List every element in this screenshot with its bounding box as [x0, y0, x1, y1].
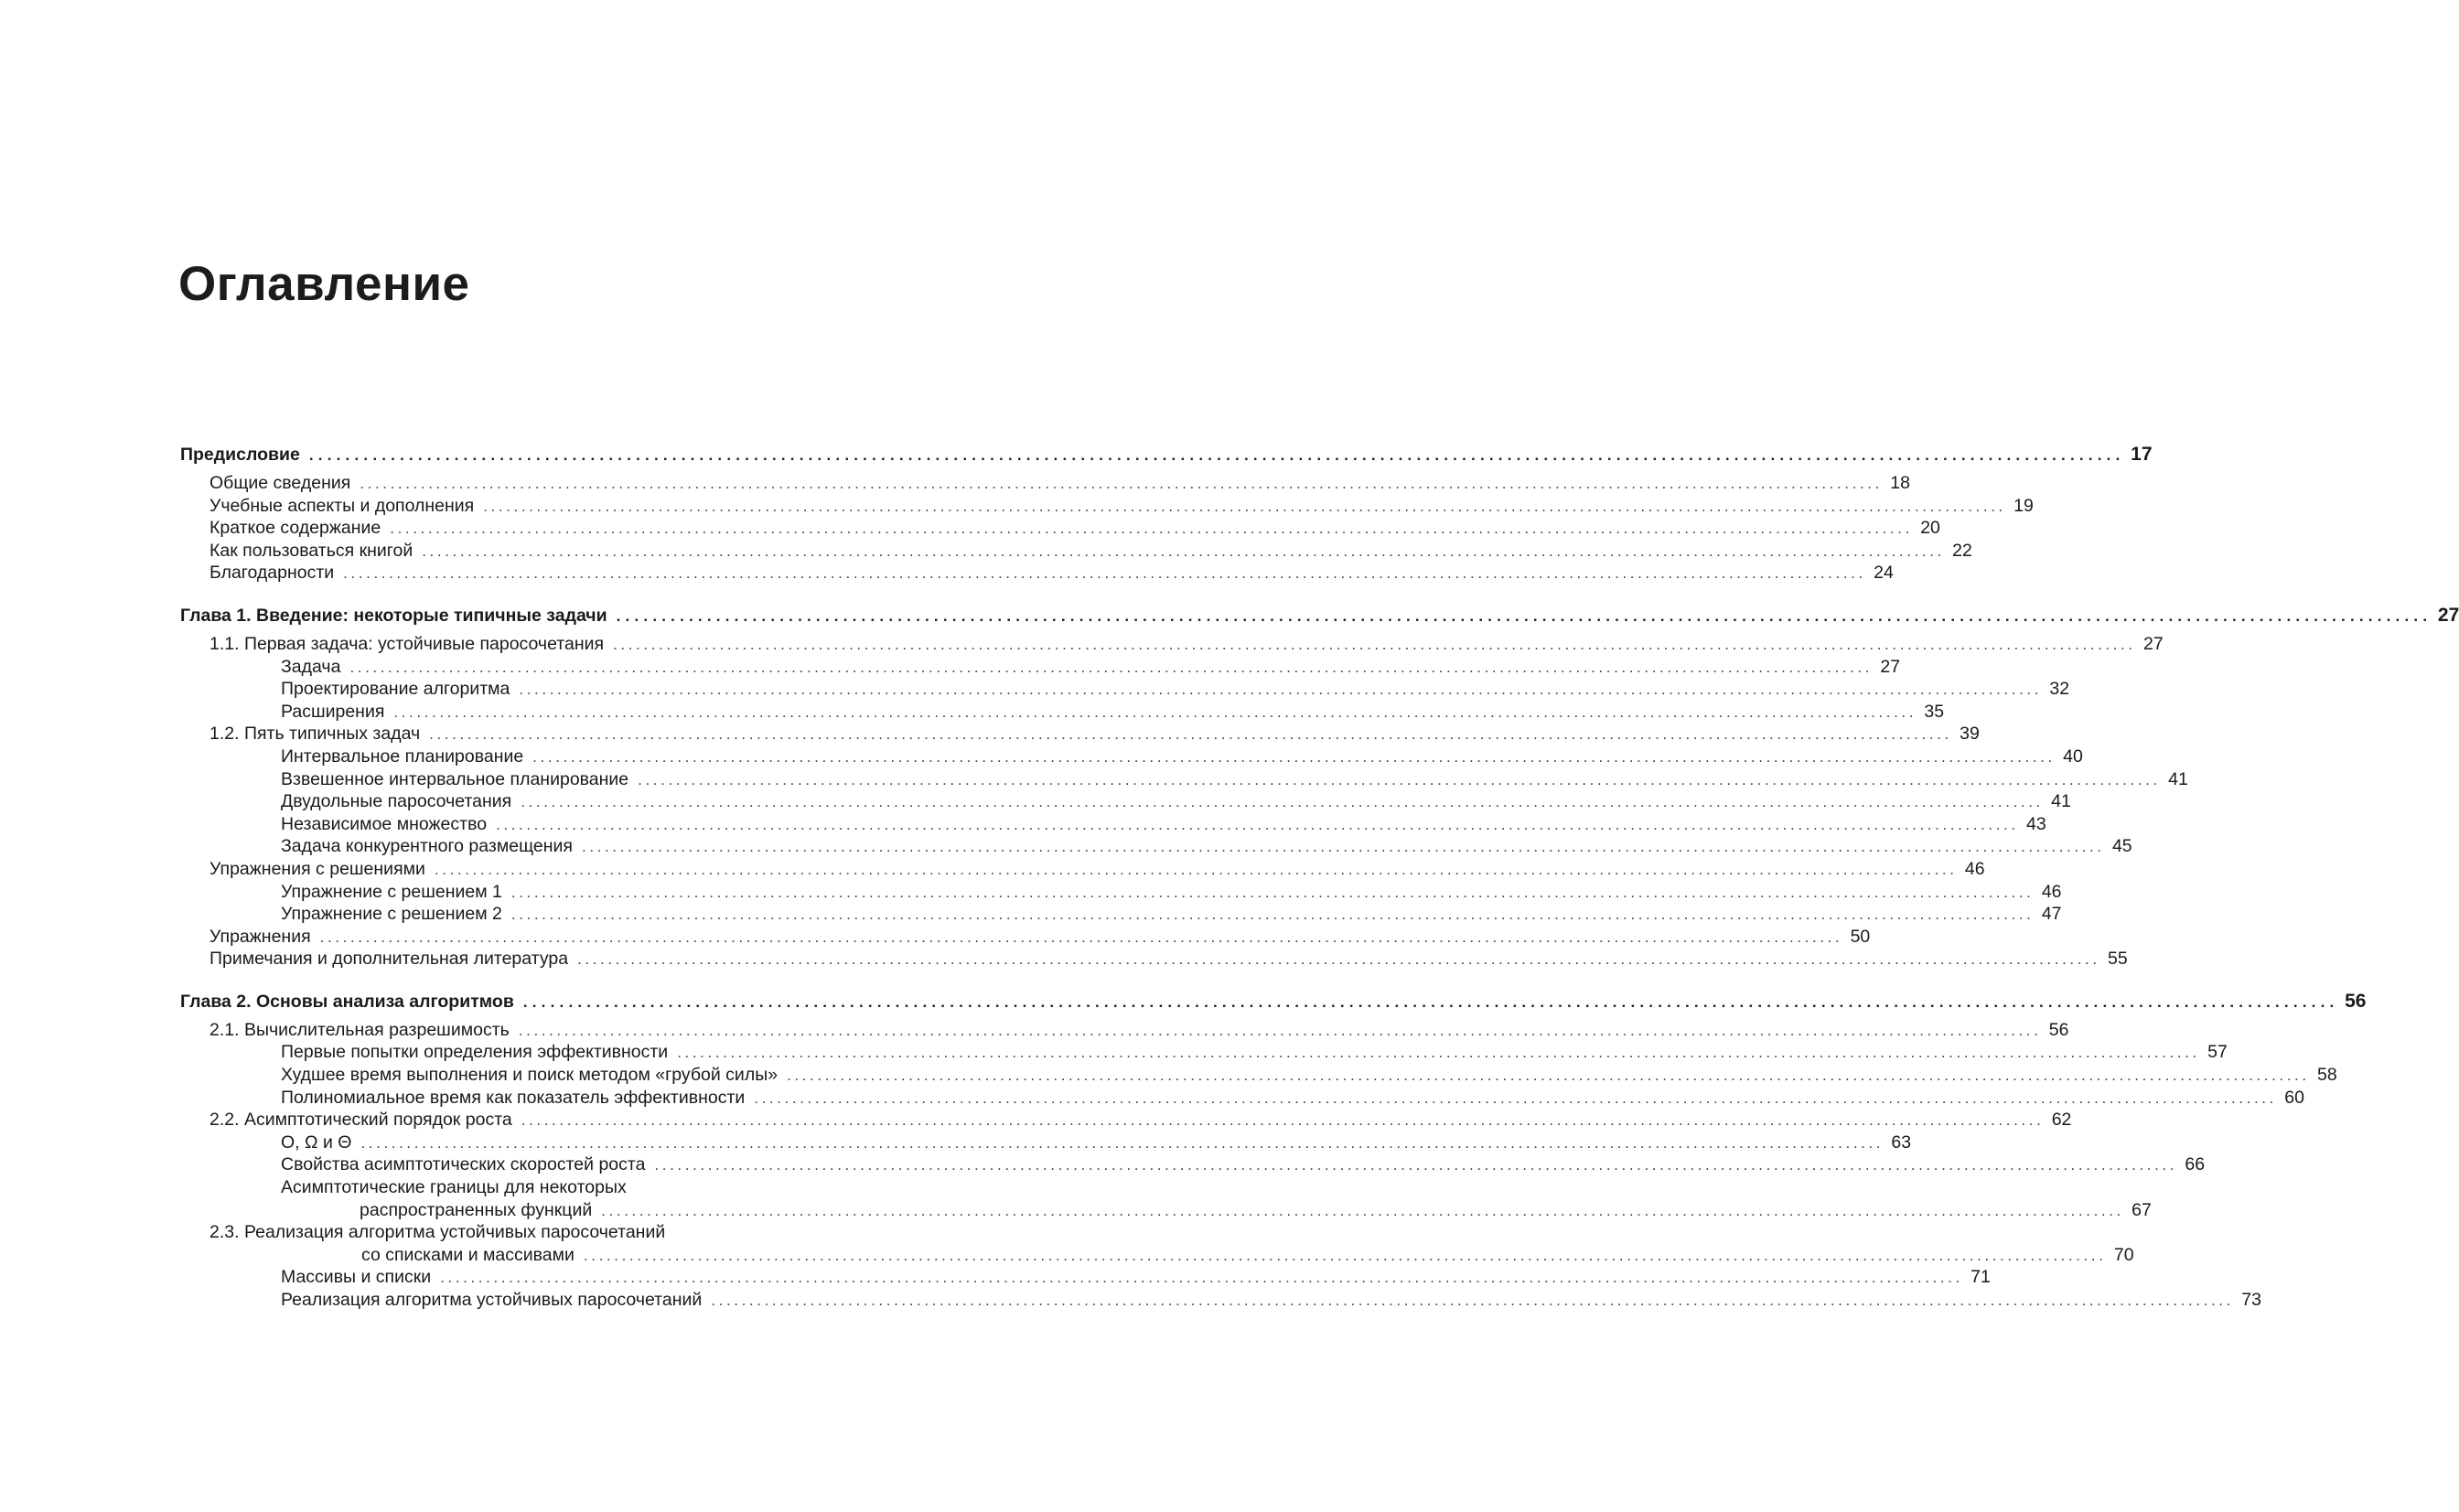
toc-entry-title: со списками и массивами [361, 1244, 574, 1265]
toc-entry-page: 27 [1880, 656, 1901, 677]
toc-entry[interactable] [180, 517, 1940, 540]
toc-entry-page: 17 [2131, 444, 2153, 465]
toc-entry-page: 43 [2026, 813, 2046, 834]
toc-leader-dots: ........................................................................................................................................................................................................ [654, 1156, 2178, 1174]
toc-entry-title: O, Ω и Θ [281, 1131, 352, 1153]
toc-entry-title: Краткое содержание [209, 518, 381, 539]
toc-entry-title: Общие сведения [209, 473, 351, 493]
toc-entry-section[interactable] [180, 1221, 945, 1244]
toc-entry-page: 46 [1964, 858, 1985, 879]
toc-entry-title: Худшее время выполнения и поиск методом «грубой силы» [281, 1065, 779, 1086]
toc-entry-page: 50 [1850, 926, 1871, 947]
toc-entry-title: Первые попытки определения эффективности [281, 1042, 669, 1063]
toc-leader-dots: ........................................................................................................................................................................................................ [577, 950, 2100, 969]
toc-leader-dots: ........................................................................................................................................................................................................ [429, 725, 1952, 744]
toc-entry-subsection[interactable] [180, 790, 2071, 813]
toc-entry-chapter[interactable] [180, 604, 2459, 627]
toc-leader-dots: ........................................................................................................................................................................................................ [582, 838, 2105, 856]
toc-leader-dots: ........................................................................................................................................................................................................ [483, 497, 2006, 515]
toc-entry-subsection[interactable] [180, 813, 2046, 836]
toc-entry-subsection[interactable] [180, 1266, 1991, 1289]
toc-entry-page: 47 [2041, 904, 2062, 925]
toc-entry-title: 2.3. Реализация алгоритма устойчивых паросочетаний [209, 1222, 666, 1243]
toc-entry[interactable] [180, 472, 1910, 495]
toc-entry-page: 20 [1920, 518, 1940, 539]
toc-entry-page: 73 [2241, 1290, 2261, 1310]
toc-entry-page: 35 [1924, 701, 1945, 722]
page-title: Оглавление [178, 257, 470, 311]
toc-entry-page: 41 [2051, 791, 2071, 812]
toc-entry-page: 46 [2041, 881, 2062, 902]
toc-entry-section[interactable] [180, 1109, 2072, 1131]
toc-leader-dots: ........................................................................................................................................................................................................ [390, 520, 1913, 538]
toc-entry-page: 70 [2113, 1244, 2134, 1265]
toc-leader-dots: ........................................................................................................................................................................................................ [343, 564, 1866, 583]
toc-entry-section[interactable] [180, 948, 2128, 970]
toc-entry-page: 63 [1891, 1131, 1912, 1153]
toc-entry-subsection[interactable] [180, 1064, 2337, 1087]
toc-entry-title: Проектирование алгоритма [281, 679, 510, 700]
toc-entry-page: 66 [2185, 1154, 2206, 1175]
toc-entry-title: Благодарности [209, 563, 335, 584]
toc-leader-dots: ........................................................................................................................................................................................................ [711, 1292, 2234, 1309]
toc-entry-chapter[interactable] [180, 443, 2153, 466]
toc-entry-page: 45 [2111, 836, 2132, 857]
toc-entry[interactable] [180, 495, 2034, 518]
toc-leader-dots: ........................................................................................................................................................................................................ [638, 770, 2161, 788]
toc-entry-title: Интервальное планирование [281, 745, 524, 767]
toc-entry-section[interactable] [180, 633, 2164, 656]
toc-leader-dots: ........................................................................................................................................................................................................ [319, 928, 1843, 946]
toc-entry-subsection[interactable] [180, 701, 1945, 724]
toc-leader-dots: ........................................................................................................................................................................................................ [308, 446, 2125, 464]
toc-entry-title: Глава 1. Введение: некоторые типичные задачи [180, 605, 607, 626]
toc-entry-subsection[interactable] [180, 835, 2132, 858]
toc-entry-page: 22 [1952, 540, 1972, 561]
toc-entry-page: 62 [2051, 1110, 2072, 1131]
toc-entry-title: Взвешенное интервальное планирование [281, 768, 629, 789]
toc-entry-page: 32 [2049, 679, 2070, 700]
toc-entry-page: 67 [2131, 1199, 2152, 1220]
toc-entry-page: 27 [2143, 633, 2164, 654]
toc-entry-continuation[interactable] [180, 1199, 2152, 1222]
toc-entry-title: Асимптотические границы для некоторых [281, 1177, 627, 1198]
toc-entry-subsection[interactable] [180, 1289, 2261, 1312]
toc-entry-page: 56 [2048, 1019, 2069, 1040]
toc-entry-subsection[interactable] [180, 768, 2188, 791]
toc-entry-section[interactable] [180, 858, 1985, 881]
toc-entry[interactable] [180, 540, 1972, 563]
toc-entry-title: Упражнения [209, 926, 311, 947]
toc-entry-page: 19 [2013, 495, 2034, 516]
toc-leader-dots: ........................................................................................................................................................................................................ [519, 681, 2043, 699]
toc-entry-subsection[interactable] [180, 656, 1901, 679]
toc-leader-dots: ........................................................................................................................................................................................................ [510, 906, 2035, 924]
toc-entry-title: 1.2. Пять типичных задач [209, 724, 421, 745]
toc-entry-title: Полиномиальное время как показатель эффективности [281, 1087, 746, 1108]
toc-entry-title: Массивы и списки [281, 1267, 432, 1288]
toc-entry-title: Двудольные паросочетания [281, 791, 512, 812]
table-of-contents [180, 443, 2459, 1312]
toc-entry-title: Примечания и дополнительная литература [209, 949, 569, 970]
toc-entry-section[interactable] [180, 1019, 2069, 1042]
toc-leader-dots: ........................................................................................................................................................................................................ [616, 606, 2432, 625]
toc-leader-dots: ........................................................................................................................................................................................................ [360, 475, 1883, 492]
toc-leader-dots: ........................................................................................................................................................................................................ [532, 747, 2056, 766]
toc-leader-dots: ........................................................................................................................................................................................................ [349, 658, 1874, 676]
toc-entry-subsection[interactable] [180, 678, 2070, 701]
toc-entry-title: Независимое множество [281, 813, 488, 834]
toc-entry-subsection[interactable] [180, 745, 2083, 768]
toc-leader-dots: ........................................................................................................................................................................................................ [677, 1044, 2200, 1062]
toc-entry-page: 40 [2063, 745, 2083, 767]
toc-entry-page: 27 [2437, 604, 2459, 626]
toc-entry-subsection[interactable] [180, 1176, 945, 1199]
toc-leader-dots: ........................................................................................................................................................................................................ [601, 1201, 2124, 1219]
toc-entry-continuation[interactable] [180, 1244, 2134, 1267]
toc-entry-title: Упражнение с решением 1 [281, 881, 502, 902]
toc-entry-section[interactable] [180, 926, 1871, 949]
toc-entry-title: Как пользоваться книгой [209, 540, 413, 561]
toc-entry-subsection[interactable] [180, 1131, 1912, 1154]
toc-entry-page: 18 [1890, 473, 1910, 493]
toc-leader-dots: ........................................................................................................................................................................................................ [440, 1269, 1963, 1287]
toc-leader-dots: ........................................................................................................................................................................................................ [613, 635, 2136, 653]
toc-entry-title: распространенных функций [360, 1199, 593, 1220]
toc-leader-dots: ........................................................................................................................................................................................................ [522, 992, 2339, 1011]
toc-leader-dots: ........................................................................................................................................................................................................ [521, 1111, 2045, 1130]
toc-entry-page: 58 [2317, 1065, 2337, 1086]
toc-leader-dots: ........................................................................................................................................................................................................ [434, 860, 1958, 878]
toc-entry-title: Реализация алгоритма устойчивых паросочетаний [281, 1290, 703, 1310]
toc-entry-chapter[interactable] [180, 990, 2367, 1013]
toc-leader-dots: ........................................................................................................................................................................................................ [422, 542, 1945, 560]
toc-entry-title: Свойства асимптотических скоростей роста [281, 1154, 646, 1175]
toc-leader-dots: ........................................................................................................................................................................................................ [583, 1246, 2107, 1264]
toc-entry-title: Предисловие [180, 445, 300, 465]
toc-entry-title: Учебные аспекты и дополнения [209, 495, 475, 516]
toc-leader-dots: ........................................................................................................................................................................................................ [754, 1088, 2277, 1107]
toc-entry-page: 60 [2284, 1087, 2304, 1108]
toc-entry-subsection[interactable] [180, 881, 2062, 904]
toc-entry-subsection[interactable] [180, 1041, 2228, 1064]
toc-entry-section[interactable] [180, 723, 1980, 745]
toc-entry-title: 2.2. Асимптотический порядок роста [209, 1110, 512, 1131]
toc-entry-page: 56 [2345, 990, 2367, 1012]
toc-entry-title: Упражнение с решением 2 [281, 904, 502, 925]
toc-leader-dots: ........................................................................................................................................................................................................ [510, 883, 2035, 901]
toc-entry-subsection[interactable] [180, 1087, 2304, 1110]
toc-entry-page: 24 [1874, 563, 1894, 584]
toc-entry-title: 2.1. Вычислительная разрешимость [209, 1019, 510, 1040]
toc-entry-page: 57 [2207, 1042, 2228, 1063]
toc-entry-page: 55 [2108, 949, 2128, 970]
toc-leader-dots: ........................................................................................................................................................................................................ [393, 702, 1917, 721]
toc-leader-dots: ........................................................................................................................................................................................................ [496, 815, 2019, 833]
toc-leader-dots: ........................................................................................................................................................................................................ [518, 1021, 2042, 1039]
toc-entry-subsection[interactable] [180, 903, 2062, 926]
toc-leader-dots: ........................................................................................................................................................................................................ [787, 1067, 2310, 1085]
toc-entry-page: 71 [1970, 1267, 1991, 1288]
toc-leader-dots: ........................................................................................................................................................................................................ [360, 1133, 1885, 1152]
toc-entry-title: Задача [281, 656, 341, 677]
toc-entry-title: 1.1. Первая задача: устойчивые паросочетания [209, 633, 605, 654]
toc-entry-title: Задача конкурентного размещения [281, 836, 573, 857]
toc-entry-subsection[interactable] [180, 1153, 2206, 1176]
toc-entry-title: Глава 2. Основы анализа алгоритмов [180, 991, 514, 1012]
toc-entry[interactable] [180, 562, 1894, 584]
toc-entry-page: 39 [1960, 724, 1980, 745]
toc-entry-title: Расширения [281, 701, 385, 722]
toc-leader-dots: ........................................................................................................................................................................................................ [521, 793, 2044, 811]
toc-entry-page: 41 [2168, 768, 2188, 789]
toc-entry-title: Упражнения с решениями [209, 858, 425, 879]
